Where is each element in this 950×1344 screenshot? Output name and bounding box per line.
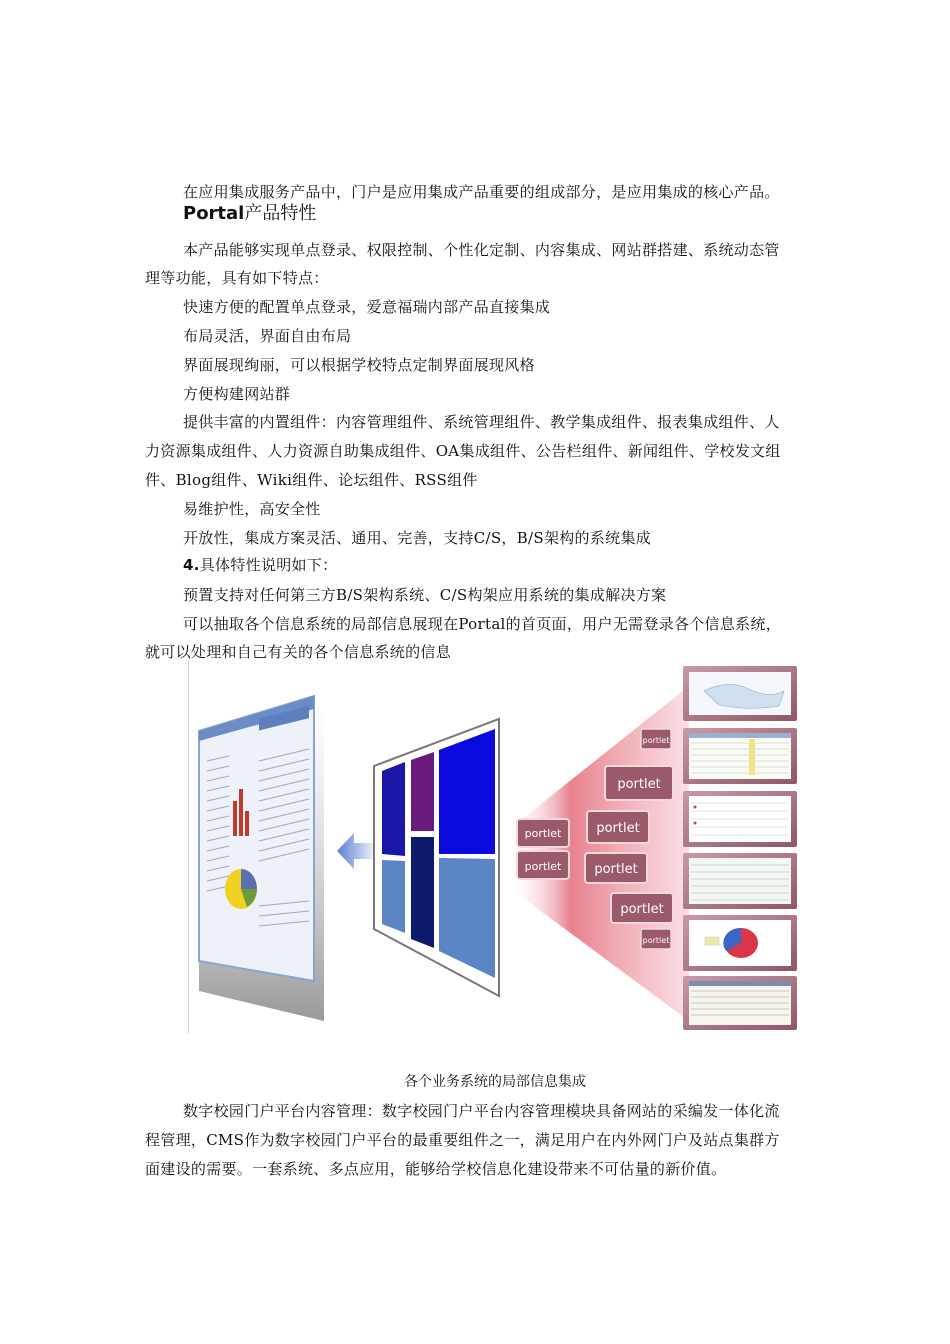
portlet-label: portlet [524,827,562,840]
portlet-box [605,766,673,800]
portlet-box [641,729,671,749]
cms-para-line2: 程管理，CMS作为数字校园门户平台的最重要组件之一，满足用户在内外网门户及站点集群方 [145,1131,780,1149]
portlet-label: portlet [620,902,664,917]
components-para-line3: 件、Blog组件、Wiki组件、论坛组件、RSS组件 [145,471,478,489]
section-heading-zh: 产品特性 [244,203,317,224]
intro-line: 在应用集成服务产品中，门户是应用集成产品重要的组成部分，是应用集成的核心产品。 [183,183,780,201]
portlet-label: portlet [617,777,661,792]
portlet-label: portlet [524,860,562,873]
feature-item: 开放性，集成方案灵活、通用、完善，支持C/S，B/S架构的系统集成 [183,529,652,547]
portlet-box [587,811,649,843]
feature-item: 方便构建网站群 [183,385,291,403]
section-heading [183,200,316,228]
cms-para-line1: 数字校园门户平台内容管理：数字校园门户平台内容管理模块具备网站的采编发一体化流 [183,1102,780,1120]
portal-integration-figure [188,661,803,1033]
cms-para-line3: 面建设的需要。一套系统、多点应用，能够给学校信息化建设带来不可估量的新价值。 [145,1160,727,1178]
thumbnail-pie [683,915,797,971]
components-para-line1: 提供丰富的内置组件：内容管理组件、系统管理组件、教学集成组件、报表集成组件、人 [183,413,780,431]
section-heading-en: Portal [183,203,245,224]
figure-caption: 各个业务系统的局部信息集成 [404,1074,586,1090]
thumbnail-list [683,791,797,847]
portlet-label: portlet [642,936,670,945]
portlet-box [585,853,647,883]
portal-diagram [189,661,803,1033]
portlet-label: portlet [642,736,670,745]
feature-item: 快速方便的配置单点登录，爱意福瑞内部产品直接集成 [183,298,551,316]
portlet-box [517,819,569,847]
thumbnail-report [683,976,797,1030]
thumbnail-grid [683,853,797,909]
subheading-number: 4. [183,556,200,574]
portlet-box [641,929,671,949]
system-thumbnails [683,666,797,1030]
intro-para-line2: 理等功能，具有如下特点： [145,269,329,287]
thumbnail-map [683,666,797,721]
arrow-left-icon [337,833,379,869]
detail2-line1: 可以抽取各个信息系统的局部信息展现在Portal的首页面，用户无需登录各个信息系统， [183,615,782,633]
portlet-box [517,851,569,879]
subheading [183,551,843,579]
thumbnail-table [683,728,797,784]
detail2-line2: 就可以处理和自己有关的各个信息系统的信息 [145,643,452,661]
feature-item: 易维护性，高安全性 [183,500,321,518]
intro-para-line1: 本产品能够实现单点登录、权限控制、个性化定制、内容集成、网站群搭建、系统动态管 [183,241,780,259]
portal-layout-frame [374,719,499,996]
portlet-label: portlet [594,862,638,877]
feature-item: 布局灵活，界面自由布局 [183,327,352,345]
browser-screenshot [199,696,324,1021]
components-para-line2: 力资源集成组件、人力资源自助集成组件、OA集成组件、公告栏组件、新闻组件、学校发文组 [145,442,781,460]
detail-line: 预置支持对任何第三方B/S架构系统、C/S构架应用系统的集成解决方案 [183,586,667,604]
portlet-label: portlet [596,821,640,836]
feature-item: 界面展现绚丽，可以根据学校特点定制界面展现风格 [183,356,535,374]
portlet-box [611,893,673,923]
subheading-text: 具体特性说明如下： [199,556,338,574]
